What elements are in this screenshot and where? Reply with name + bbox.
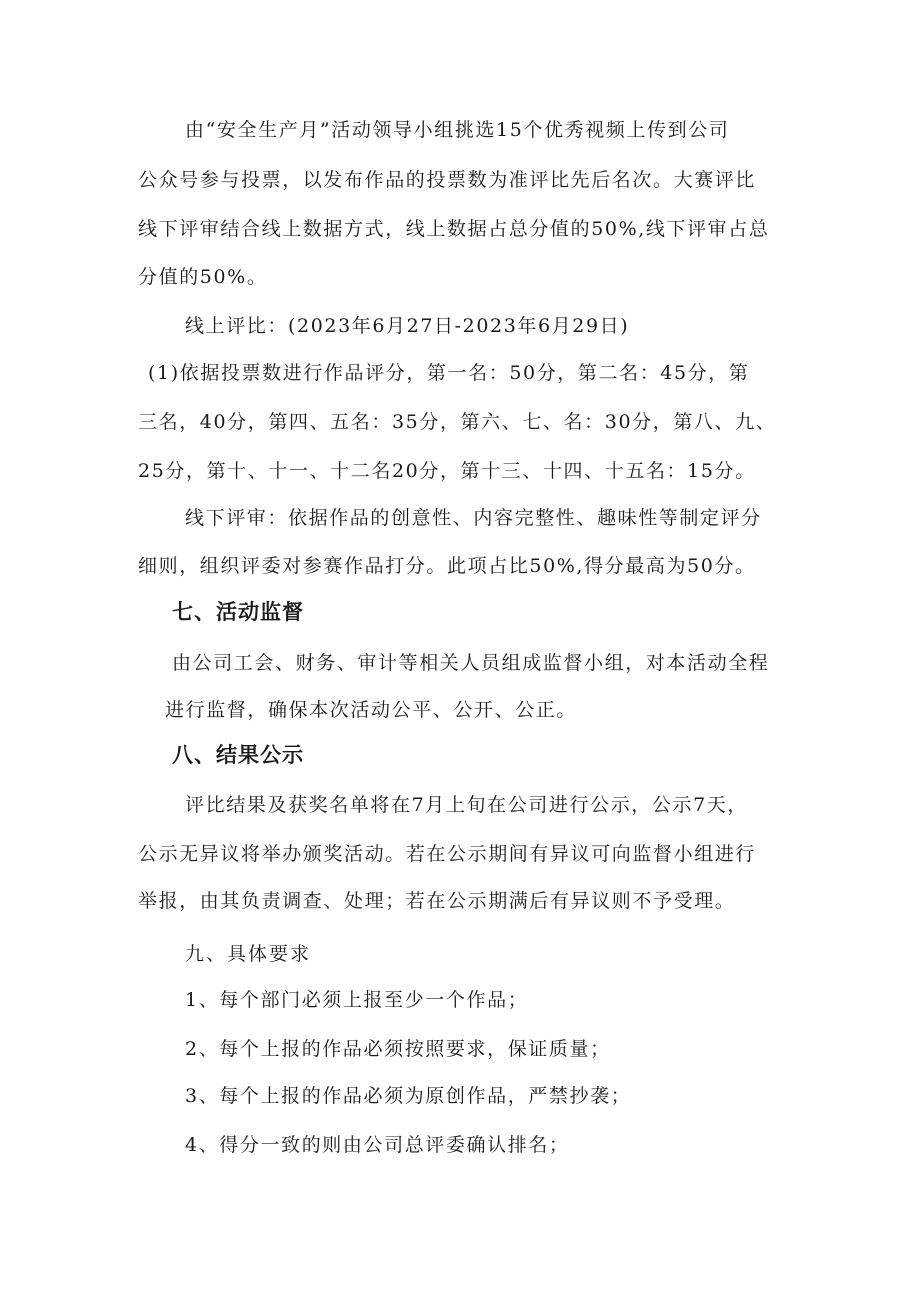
paragraph-line: 举报，由其负责调查、处理；若在公示期满后有异议则不予受理。 [138, 890, 736, 912]
paragraph-line: 由公司工会、财务、审计等相关人员组成监督小组，对本活动全程 [172, 652, 770, 674]
paragraph-line: 公众号参与投票，以发布作品的投票数为准评比先后名次。大赛评比 [138, 169, 757, 191]
section-heading-results: 八、结果公示 [172, 743, 304, 767]
section-heading-supervision: 七、活动监督 [172, 600, 304, 624]
paragraph-line: 线下评审结合线上数据方式，线上数据占总分值的50%,线下评审占总 [138, 218, 770, 240]
paragraph-line: 公示无异议将举办颁奖活动。若在公示期间有异议可向监督小组进行 [138, 843, 757, 865]
paragraph-line: 分值的50%。 [138, 266, 268, 288]
paragraph-line: 由“安全生产月”活动领导小组挑选15个优秀视频上传到公司 [185, 119, 730, 141]
list-item: 4、得分一致的则由公司总评委确认排名； [185, 1134, 570, 1156]
section-heading-requirements: 九、具体要求 [185, 943, 312, 965]
list-item: 1、每个部门必须上报至少一个作品； [185, 989, 529, 1011]
list-item: 3、每个上报的作品必须为原创作品，严禁抄袭； [185, 1085, 632, 1107]
online-evaluation-title: 线上评比：(2023年6月27日-2023年6月29日) [185, 315, 630, 337]
paragraph-line: 三名，40分，第四、五名：35分，第六、七、名：30分，第八、九、 [138, 411, 777, 433]
paragraph-line: 评比结果及获奖名单将在7月上旬在公司进行公示，公示7天， [185, 794, 748, 816]
paragraph-line: 细则，组织评委对参赛作品打分。此项占比50%,得分最高为50分。 [138, 555, 756, 577]
paragraph-line: 线下评审：依据作品的创意性、内容完整性、趣味性等制定评分 [185, 507, 762, 529]
list-item: 2、每个上报的作品必须按照要求，保证质量； [185, 1038, 611, 1060]
paragraph-line: (1)依据投票数进行作品评分，第一名：50分，第二名：45分，第 [148, 362, 750, 384]
paragraph-line: 进行监督，确保本次活动公平、公开、公正。 [165, 699, 578, 721]
paragraph-line: 25分，第十、十一、十二名20分，第十三、十四、十五名：15分。 [138, 460, 756, 482]
